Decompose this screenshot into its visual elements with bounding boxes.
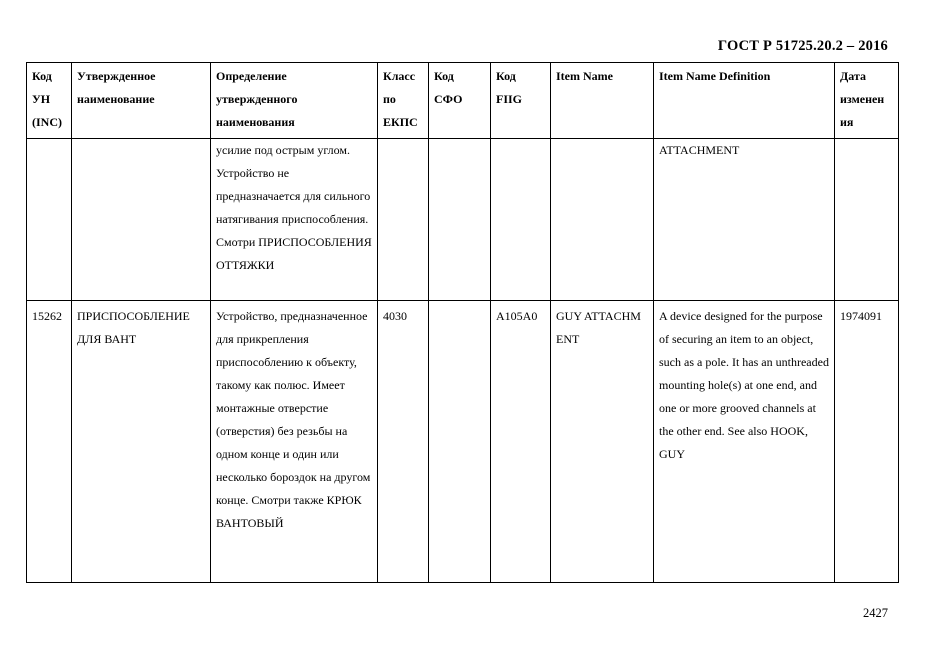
cell-definition-ru: усилие под острым углом. Устройство не предназначается для сильного натягивания приспособления. Смотри ПРИСПОСОБЛЕНИЯ ОТТЯЖКИ [211,139,378,301]
cell-class [378,139,429,301]
cell-fiig: A105A0 [491,301,551,583]
cell-change-date [835,139,899,301]
cell-sfo [429,301,491,583]
header-fiig: Код FIIG [491,63,551,139]
cell-change-date: 1974091 [835,301,899,583]
cell-definition-ru: Устройство, предназначенное для прикрепления приспособлению к объекту, такому как полюс. Имеет монтажные отверстие (отверстия) без резьбы на одном конце и один или несколько бороздок на другом конце. Смотри также КРЮК ВАНТОВЫЙ [211,301,378,583]
page-number: 2427 [863,606,888,620]
document-standard-number: ГОСТ Р 51725.20.2 – 2016 [717,38,888,54]
table-row [27,301,899,583]
header-definition-ru: Определение утвержденного наименования [211,63,378,139]
cell-item-name-definition: ATTACHMENT [654,139,835,301]
cell-inc [27,139,72,301]
header-sfo: Код СФО [429,63,491,139]
header-class: Класс по ЕКПС [378,63,429,139]
cell-item-name: GUY ATTACHMENT [551,301,654,583]
cell-sfo [429,139,491,301]
cell-approved-name: ПРИСПОСОБЛЕНИЕ ДЛЯ ВАНТ [72,301,211,583]
header-change-date: Дата изменен ия [835,63,899,139]
cell-approved-name [72,139,211,301]
cell-fiig [491,139,551,301]
cell-item-name-definition: A device designed for the purpose of securing an item to an object, such as a pole. It has an unthreaded mounting hole(s) at one end, and one or more grooved channels at the other end. See also HOOK, GUY [654,301,835,583]
cell-inc: 15262 [27,301,72,583]
header-item-name-definition: Item Name Definition [654,63,835,139]
header-inc: Код УН (INC) [27,63,72,139]
table-header-row [27,63,899,139]
item-name-table [26,62,899,583]
table-row [27,139,899,301]
cell-item-name [551,139,654,301]
header-item-name: Item Name [551,63,654,139]
header-approved-name: Утвержденное наименование [72,63,211,139]
cell-class: 4030 [378,301,429,583]
